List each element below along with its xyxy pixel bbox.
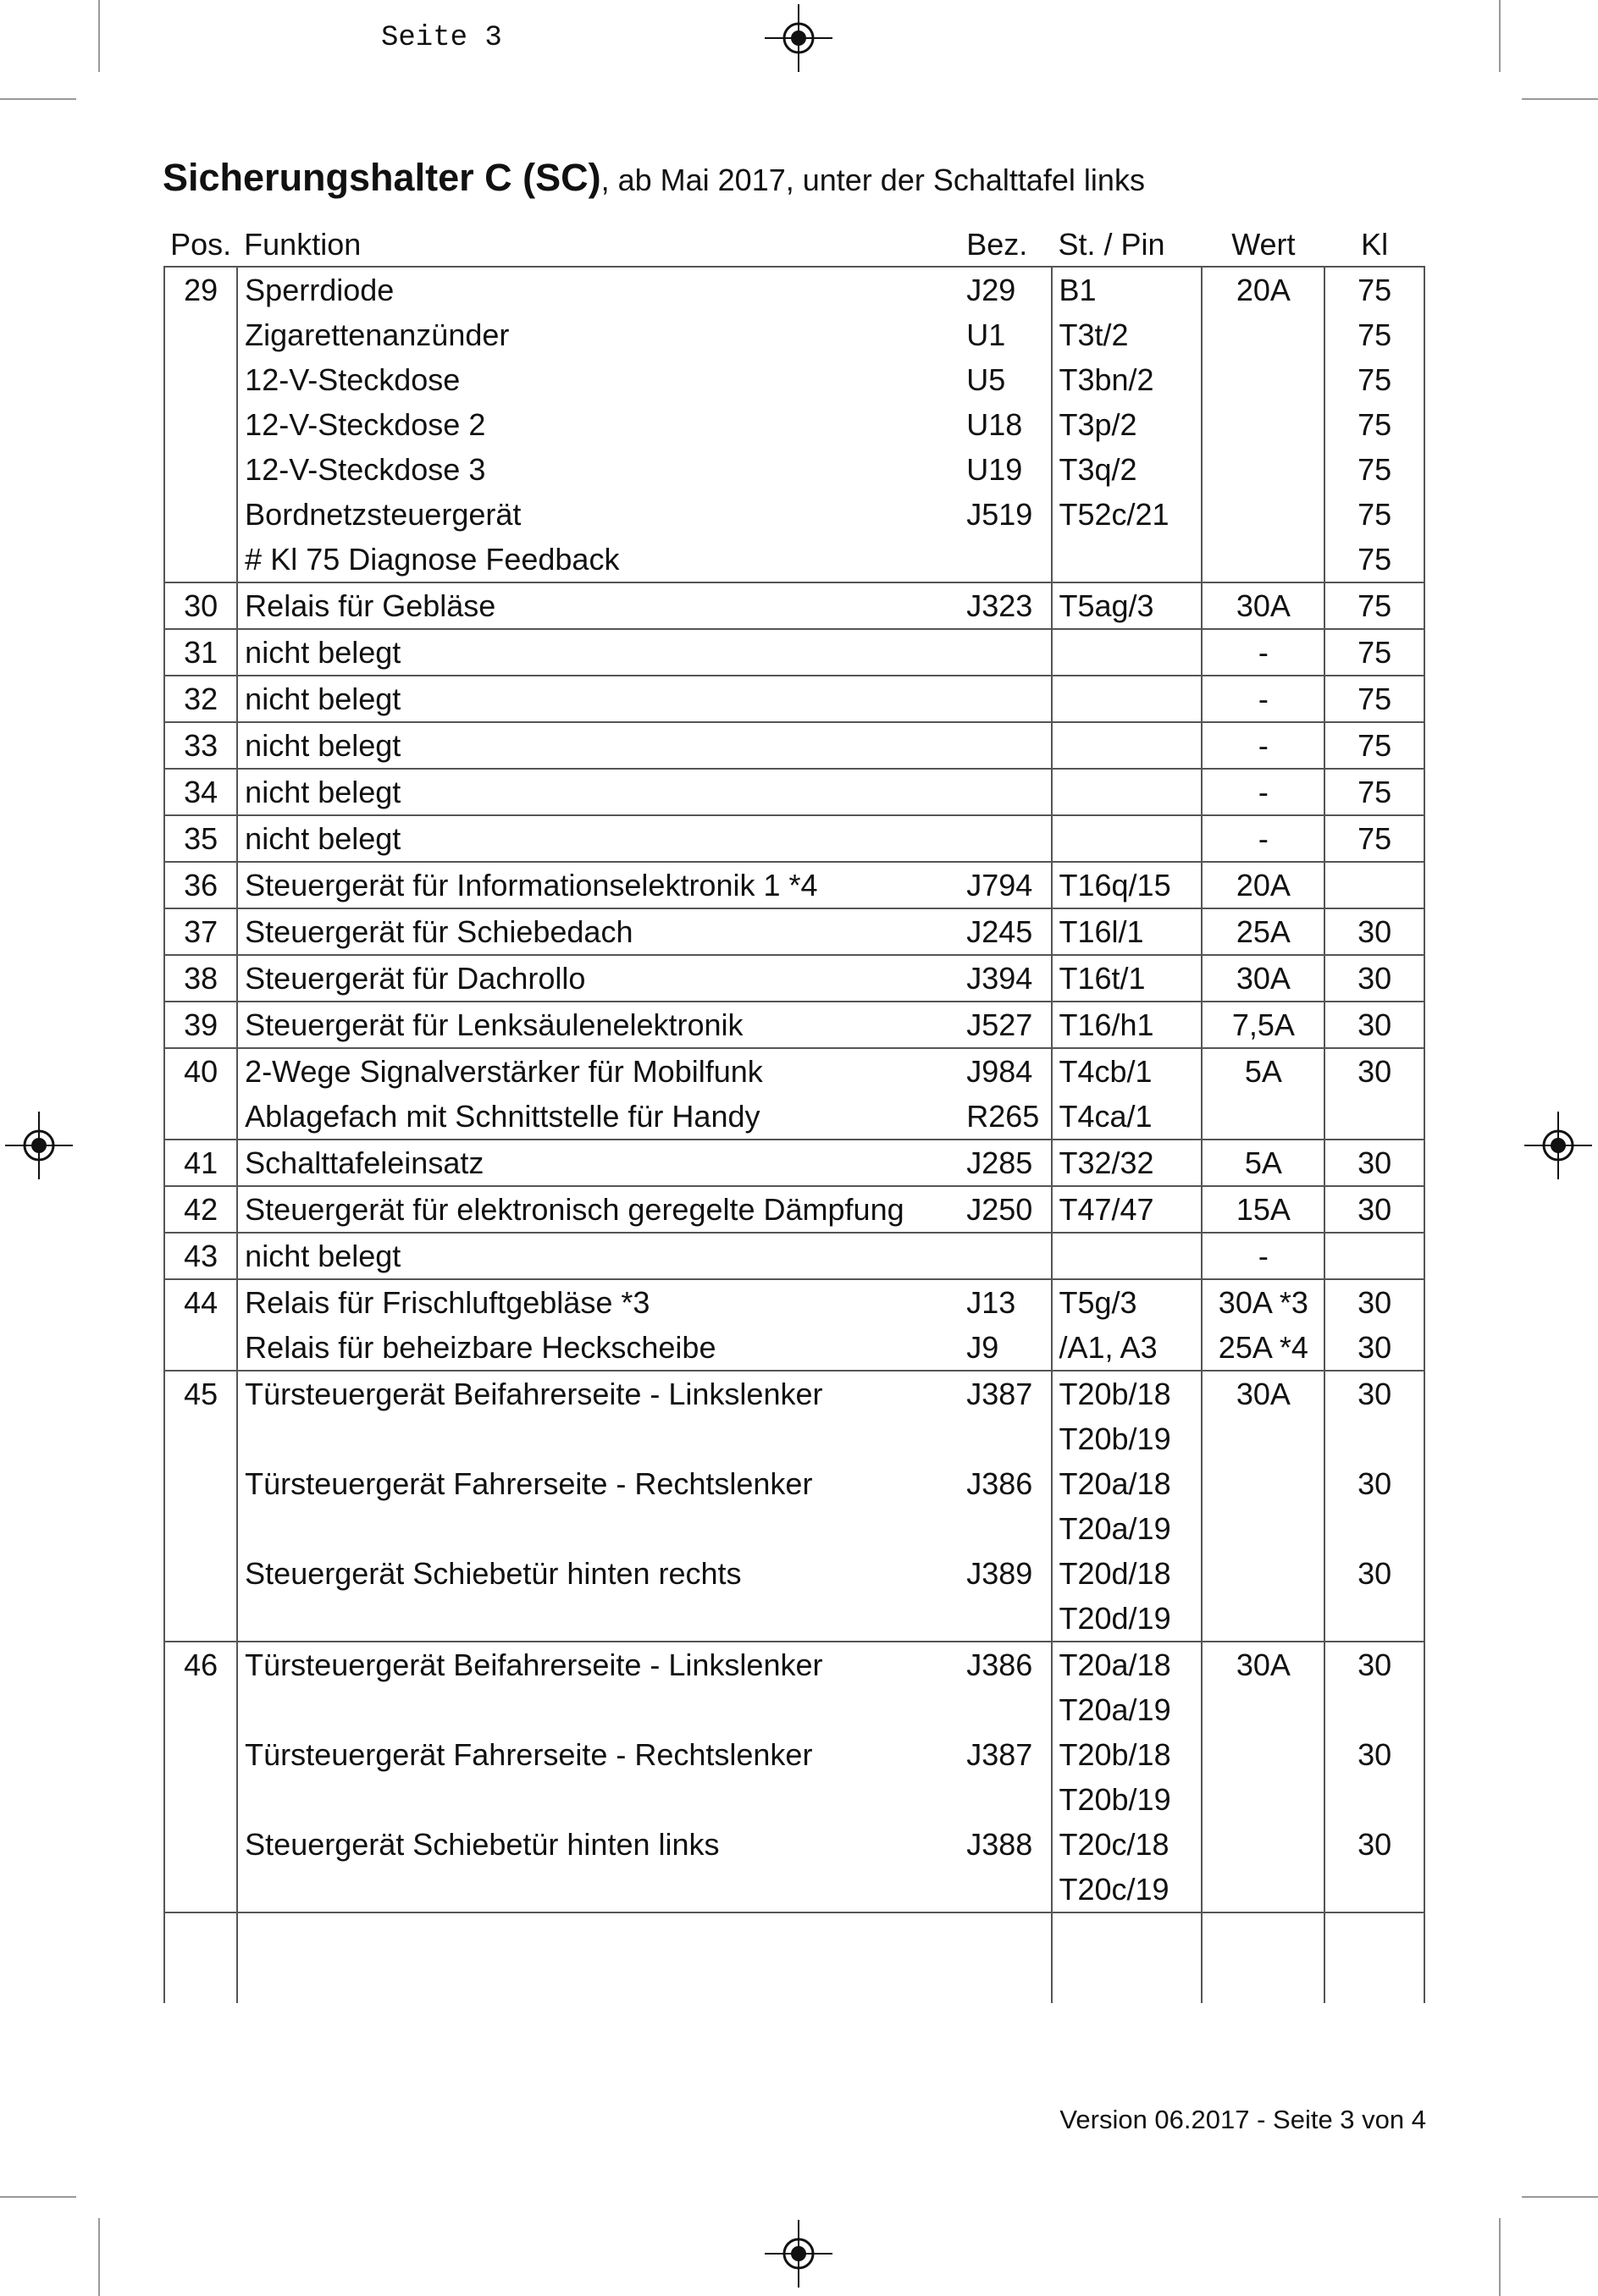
cell-funk: [237, 1912, 961, 1958]
col-header-bez: Bez.: [961, 224, 1051, 267]
cell-wert: -: [1202, 769, 1324, 815]
cell-kl: [1324, 1416, 1424, 1461]
cell-pin: B1: [1052, 267, 1203, 312]
cell-pos: [164, 1325, 237, 1371]
cell-pos: 37: [164, 908, 237, 955]
cell-pin: T4ca/1: [1052, 1094, 1203, 1140]
cell-pin: T52c/21: [1052, 492, 1203, 537]
cell-kl: [1324, 1958, 1424, 2003]
cell-kl: [1324, 1233, 1424, 1279]
cell-wert: -: [1202, 676, 1324, 722]
table-row: [164, 1551, 1424, 1596]
cell-kl: 30: [1324, 1002, 1424, 1048]
table-row: [164, 1642, 1424, 1687]
cell-bez: [961, 1958, 1051, 2003]
cell-funk: 12-V-Steckdose 2: [245, 406, 486, 442]
table-row: [164, 676, 1424, 722]
registration-mark-icon: [765, 2220, 832, 2288]
title-bold: Sicherungshalter C (SC): [163, 156, 601, 199]
table-row: [164, 1506, 1424, 1551]
cell-pin: [1052, 629, 1203, 676]
table-row: [164, 815, 1424, 862]
cell-pin: [1052, 722, 1203, 769]
cell-bez: [961, 1867, 1051, 1912]
cell-funk: Sperrdiode: [237, 267, 961, 312]
cell-kl: 30: [1324, 955, 1424, 1002]
cell-pin: T5g/3: [1052, 1279, 1203, 1325]
cell-kl: [1324, 1596, 1424, 1642]
cell-funk: [237, 1596, 961, 1642]
cell-bez: U5: [961, 357, 1051, 402]
cell-pin: T20a/18: [1052, 1461, 1203, 1506]
table-row: [164, 1186, 1424, 1233]
cell-pos: [164, 1094, 237, 1140]
cell-pos: 33: [164, 722, 237, 769]
cell-pin: T16t/1: [1052, 955, 1203, 1002]
cell-wert: 15A: [1202, 1186, 1324, 1233]
cell-wert: 30A *3: [1202, 1279, 1324, 1325]
cell-pos: [164, 402, 237, 447]
cell-pin: T20d/19: [1052, 1596, 1203, 1642]
cell-bez: [961, 676, 1051, 722]
footer-version: Version 06.2017 - Seite 3 von 4: [1059, 2105, 1426, 2134]
crop-mark: [1499, 0, 1501, 72]
cell-pin: T3p/2: [1052, 402, 1203, 447]
cell-kl: [1324, 1912, 1424, 1958]
col-header-pin: St. / Pin: [1052, 224, 1203, 267]
cell-pin: T20b/19: [1052, 1416, 1203, 1461]
cell-bez: U19: [961, 447, 1051, 492]
cell-bez: J386: [961, 1461, 1051, 1506]
table-row: [164, 1912, 1424, 1958]
cell-pin: [1052, 1233, 1203, 1279]
cell-kl: 75: [1324, 447, 1424, 492]
table-row: [164, 447, 1424, 492]
col-header-kl: Kl: [1324, 224, 1424, 267]
cell-bez: [961, 629, 1051, 676]
cell-pos: [164, 1912, 237, 1958]
cell-kl: [1324, 1506, 1424, 1551]
cell-kl: 75: [1324, 312, 1424, 357]
cell-bez: J323: [961, 582, 1051, 629]
cell-kl: [1324, 1777, 1424, 1822]
cell-pos: 42: [164, 1186, 237, 1233]
cell-kl: 30: [1324, 908, 1424, 955]
cell-kl: 30: [1324, 1371, 1424, 1416]
cell-funk: [237, 1867, 961, 1912]
cell-kl: 75: [1324, 769, 1424, 815]
table-row: [164, 267, 1424, 312]
title-rest: , ab Mai 2017, unter der Schalttafel links: [600, 163, 1145, 197]
table-body: [164, 267, 1424, 2003]
cell-wert: 30A: [1202, 1371, 1324, 1416]
table-row: [164, 862, 1424, 908]
cell-pos: 46: [164, 1642, 237, 1687]
cell-pos: 38: [164, 955, 237, 1002]
table-row: [164, 1002, 1424, 1048]
cell-wert: 25A *4: [1202, 1325, 1324, 1371]
cell-bez: [961, 537, 1051, 582]
cell-wert: 5A: [1202, 1048, 1324, 1094]
table-row: [164, 769, 1424, 815]
page-title: [163, 156, 1145, 200]
cell-wert: 25A: [1202, 908, 1324, 955]
cell-kl: 30: [1324, 1822, 1424, 1867]
cell-pos: [164, 1732, 237, 1777]
cell-wert: [1202, 402, 1324, 447]
cell-wert: [1202, 357, 1324, 402]
cell-pos: [164, 1687, 237, 1732]
cell-kl: 75: [1324, 582, 1424, 629]
cell-wert: [1202, 1461, 1324, 1506]
table-row: [164, 1596, 1424, 1642]
cell-kl: 75: [1324, 492, 1424, 537]
cell-wert: [1202, 1506, 1324, 1551]
cell-funk: nicht belegt: [237, 629, 961, 676]
cell-bez: [961, 1687, 1051, 1732]
cell-bez: [961, 1596, 1051, 1642]
registration-mark-icon: [765, 4, 832, 72]
page-label: Seite 3: [381, 22, 502, 54]
cell-pos: 29: [164, 267, 237, 312]
cell-kl: 30: [1324, 1140, 1424, 1186]
cell-pin: /A1, A3: [1052, 1325, 1203, 1371]
cell-funk: Relais für Frischluftgebläse *3: [237, 1279, 961, 1325]
cell-pin: T32/32: [1052, 1140, 1203, 1186]
crop-mark: [0, 98, 76, 100]
cell-kl: 75: [1324, 815, 1424, 862]
cell-funk: Steuergerät Schiebetür hinten rechts: [245, 1555, 742, 1591]
cell-bez: J527: [961, 1002, 1051, 1048]
cell-pos: 31: [164, 629, 237, 676]
cell-wert: [1202, 1551, 1324, 1596]
cell-wert: [1202, 447, 1324, 492]
cell-wert: [1202, 537, 1324, 582]
cell-pos: [164, 1551, 237, 1596]
table-row: [164, 582, 1424, 629]
cell-kl: 75: [1324, 357, 1424, 402]
table-row: [164, 492, 1424, 537]
table-row: [164, 955, 1424, 1002]
cell-wert: [1202, 492, 1324, 537]
table-row: [164, 312, 1424, 357]
cell-pos: [164, 1596, 237, 1642]
cell-funk: Türsteuergerät Beifahrerseite - Linkslenker: [237, 1642, 961, 1687]
cell-funk: nicht belegt: [237, 722, 961, 769]
cell-bez: U18: [961, 402, 1051, 447]
cell-bez: [961, 1912, 1051, 1958]
cell-funk: nicht belegt: [237, 1233, 961, 1279]
cell-kl: 30: [1324, 1325, 1424, 1371]
cell-funk: Ablagefach mit Schnittstelle für Handy: [245, 1098, 760, 1134]
cell-pin: T5ag/3: [1052, 582, 1203, 629]
registration-mark-icon: [5, 1112, 73, 1179]
cell-funk: Zigarettenanzünder: [245, 317, 510, 352]
cell-funk: [237, 1777, 961, 1822]
cell-bez: [961, 1233, 1051, 1279]
crop-mark: [0, 2196, 76, 2198]
cell-pos: [164, 312, 237, 357]
cell-bez: J285: [961, 1140, 1051, 1186]
cell-wert: -: [1202, 722, 1324, 769]
cell-pos: 40: [164, 1048, 237, 1094]
cell-pin: [1052, 1912, 1203, 1958]
cell-funk: Türsteuergerät Beifahrerseite - Linkslenker: [237, 1371, 961, 1416]
cell-bez: J387: [961, 1371, 1051, 1416]
cell-wert: 20A: [1202, 267, 1324, 312]
cell-kl: 30: [1324, 1642, 1424, 1687]
cell-kl: 75: [1324, 676, 1424, 722]
cell-kl: 30: [1324, 1551, 1424, 1596]
cell-pin: T20a/19: [1052, 1687, 1203, 1732]
cell-funk: Steuergerät für Informationselektronik 1 *4: [237, 862, 961, 908]
cell-pos: [164, 1777, 237, 1822]
cell-bez: J394: [961, 955, 1051, 1002]
cell-kl: 30: [1324, 1732, 1424, 1777]
cell-kl: 30: [1324, 1186, 1424, 1233]
cell-funk: Bordnetzsteuergerät: [245, 496, 522, 532]
cell-wert: [1202, 1094, 1324, 1140]
cell-pin: [1052, 1958, 1203, 2003]
cell-funk: nicht belegt: [237, 676, 961, 722]
table-row: [164, 1777, 1424, 1822]
cell-bez: J250: [961, 1186, 1051, 1233]
cell-pin: [1052, 537, 1203, 582]
crop-mark: [1522, 2196, 1598, 2198]
crop-mark: [1522, 98, 1598, 100]
cell-bez: J386: [961, 1642, 1051, 1687]
cell-pos: [164, 1867, 237, 1912]
cell-kl: 75: [1324, 402, 1424, 447]
cell-wert: [1202, 1867, 1324, 1912]
cell-pin: T20b/18: [1052, 1371, 1203, 1416]
cell-pin: T16q/15: [1052, 862, 1203, 908]
cell-pin: T20c/18: [1052, 1822, 1203, 1867]
cell-wert: -: [1202, 815, 1324, 862]
cell-funk: 12-V-Steckdose 3: [245, 451, 486, 487]
cell-kl: 75: [1324, 629, 1424, 676]
cell-kl: 75: [1324, 537, 1424, 582]
cell-funk: Türsteuergerät Fahrerseite - Rechtslenker: [245, 1736, 813, 1772]
cell-wert: [1202, 1822, 1324, 1867]
cell-wert: 7,5A: [1202, 1002, 1324, 1048]
cell-bez: J388: [961, 1822, 1051, 1867]
cell-bez: J794: [961, 862, 1051, 908]
cell-wert: 5A: [1202, 1140, 1324, 1186]
cell-kl: 75: [1324, 267, 1424, 312]
cell-wert: [1202, 1958, 1324, 2003]
cell-funk: nicht belegt: [237, 815, 961, 862]
cell-pin: [1052, 676, 1203, 722]
table-row: [164, 1822, 1424, 1867]
cell-pin: T20b/18: [1052, 1732, 1203, 1777]
cell-pin: T3q/2: [1052, 447, 1203, 492]
cell-wert: [1202, 1416, 1324, 1461]
cell-kl: 30: [1324, 1279, 1424, 1325]
cell-pin: T3bn/2: [1052, 357, 1203, 402]
cell-bez: J387: [961, 1732, 1051, 1777]
cell-bez: J245: [961, 908, 1051, 955]
cell-pos: 45: [164, 1371, 237, 1416]
cell-bez: [961, 1777, 1051, 1822]
crop-mark: [98, 0, 100, 72]
cell-pin: T20c/19: [1052, 1867, 1203, 1912]
cell-bez: J519: [961, 492, 1051, 537]
cell-pos: 41: [164, 1140, 237, 1186]
table-row: [164, 1687, 1424, 1732]
table-row: [164, 1233, 1424, 1279]
cell-pos: 39: [164, 1002, 237, 1048]
table-row: [164, 1371, 1424, 1416]
cell-pin: T16/h1: [1052, 1002, 1203, 1048]
cell-pos: [164, 1416, 237, 1461]
table-row: [164, 1140, 1424, 1186]
cell-pin: T16l/1: [1052, 908, 1203, 955]
cell-wert: [1202, 1732, 1324, 1777]
cell-pin: T4cb/1: [1052, 1048, 1203, 1094]
cell-pos: 36: [164, 862, 237, 908]
cell-funk: nicht belegt: [237, 769, 961, 815]
table-row: [164, 1867, 1424, 1912]
cell-funk: # Kl 75 Diagnose Feedback: [245, 541, 620, 577]
cell-funk: Türsteuergerät Fahrerseite - Rechtslenker: [245, 1465, 813, 1501]
cell-kl: [1324, 1687, 1424, 1732]
table-row: [164, 1279, 1424, 1325]
cell-pos: 34: [164, 769, 237, 815]
table-row: [164, 402, 1424, 447]
cell-funk: Steuergerät für Schiebedach: [237, 908, 961, 955]
cell-kl: 30: [1324, 1048, 1424, 1094]
cell-bez: [961, 769, 1051, 815]
cell-pos: [164, 447, 237, 492]
crop-mark: [98, 2218, 100, 2296]
cell-funk: [237, 1958, 961, 2003]
cell-wert: [1202, 1912, 1324, 1958]
cell-pos: 43: [164, 1233, 237, 1279]
table-row: [164, 629, 1424, 676]
cell-pin: T20a/19: [1052, 1506, 1203, 1551]
cell-funk: 2-Wege Signalverstärker für Mobilfunk: [237, 1048, 961, 1094]
cell-funk: [237, 1416, 961, 1461]
cell-pos: 30: [164, 582, 237, 629]
table-row: [164, 1094, 1424, 1140]
cell-pin: T20b/19: [1052, 1777, 1203, 1822]
cell-pos: [164, 1958, 237, 2003]
cell-wert: -: [1202, 629, 1324, 676]
cell-bez: J13: [961, 1279, 1051, 1325]
cell-wert: 30A: [1202, 955, 1324, 1002]
cell-funk: Steuergerät für elektronisch geregelte Dämpfung: [237, 1186, 961, 1233]
cell-funk: Schalttafeleinsatz: [237, 1140, 961, 1186]
table-row: [164, 537, 1424, 582]
cell-funk: Steuergerät für Lenksäulenelektronik: [237, 1002, 961, 1048]
cell-pin: [1052, 769, 1203, 815]
cell-funk: [237, 1506, 961, 1551]
col-header-wert: Wert: [1202, 224, 1324, 267]
cell-bez: J29: [961, 267, 1051, 312]
fuse-table: [163, 224, 1425, 2003]
table-row: [164, 1048, 1424, 1094]
cell-pos: [164, 1822, 237, 1867]
cell-pos: [164, 492, 237, 537]
cell-pin: T20d/18: [1052, 1551, 1203, 1596]
cell-funk: Relais für beheizbare Heckscheibe: [245, 1329, 716, 1365]
cell-kl: [1324, 862, 1424, 908]
cell-bez: [961, 722, 1051, 769]
table-row: [164, 357, 1424, 402]
cell-wert: [1202, 1596, 1324, 1642]
col-header-pos: Pos.: [164, 224, 237, 267]
cell-pos: 32: [164, 676, 237, 722]
cell-bez: J984: [961, 1048, 1051, 1094]
cell-pos: 44: [164, 1279, 237, 1325]
cell-funk: Relais für Gebläse: [237, 582, 961, 629]
cell-kl: 75: [1324, 722, 1424, 769]
table-row: [164, 908, 1424, 955]
table-row: [164, 1732, 1424, 1777]
cell-wert: [1202, 312, 1324, 357]
cell-bez: [961, 815, 1051, 862]
table-row: [164, 722, 1424, 769]
cell-bez: [961, 1506, 1051, 1551]
cell-funk: [237, 1687, 961, 1732]
cell-wert: [1202, 1687, 1324, 1732]
crop-mark: [1499, 2218, 1501, 2296]
cell-wert: 30A: [1202, 582, 1324, 629]
cell-pos: 35: [164, 815, 237, 862]
cell-pos: [164, 1506, 237, 1551]
cell-kl: 30: [1324, 1461, 1424, 1506]
registration-mark-icon: [1524, 1112, 1592, 1179]
table-row: [164, 1958, 1424, 2003]
cell-bez: J389: [961, 1551, 1051, 1596]
cell-wert: 30A: [1202, 1642, 1324, 1687]
cell-kl: [1324, 1867, 1424, 1912]
cell-wert: -: [1202, 1233, 1324, 1279]
cell-kl: [1324, 1094, 1424, 1140]
table-header-row: [164, 224, 1424, 267]
cell-pin: T47/47: [1052, 1186, 1203, 1233]
cell-bez: R265: [961, 1094, 1051, 1140]
cell-bez: U1: [961, 312, 1051, 357]
cell-pos: [164, 537, 237, 582]
cell-wert: 20A: [1202, 862, 1324, 908]
cell-pin: T3t/2: [1052, 312, 1203, 357]
cell-bez: J9: [961, 1325, 1051, 1371]
cell-wert: [1202, 1777, 1324, 1822]
cell-pos: [164, 357, 237, 402]
cell-pin: [1052, 815, 1203, 862]
col-header-funktion: Funktion: [237, 224, 961, 267]
cell-pos: [164, 1461, 237, 1506]
table-row: [164, 1325, 1424, 1371]
table-row: [164, 1416, 1424, 1461]
table-row: [164, 1461, 1424, 1506]
cell-bez: [961, 1416, 1051, 1461]
cell-funk: 12-V-Steckdose: [245, 362, 461, 397]
cell-funk: Steuergerät für Dachrollo: [237, 955, 961, 1002]
cell-pin: T20a/18: [1052, 1642, 1203, 1687]
cell-funk: Steuergerät Schiebetür hinten links: [245, 1826, 720, 1862]
